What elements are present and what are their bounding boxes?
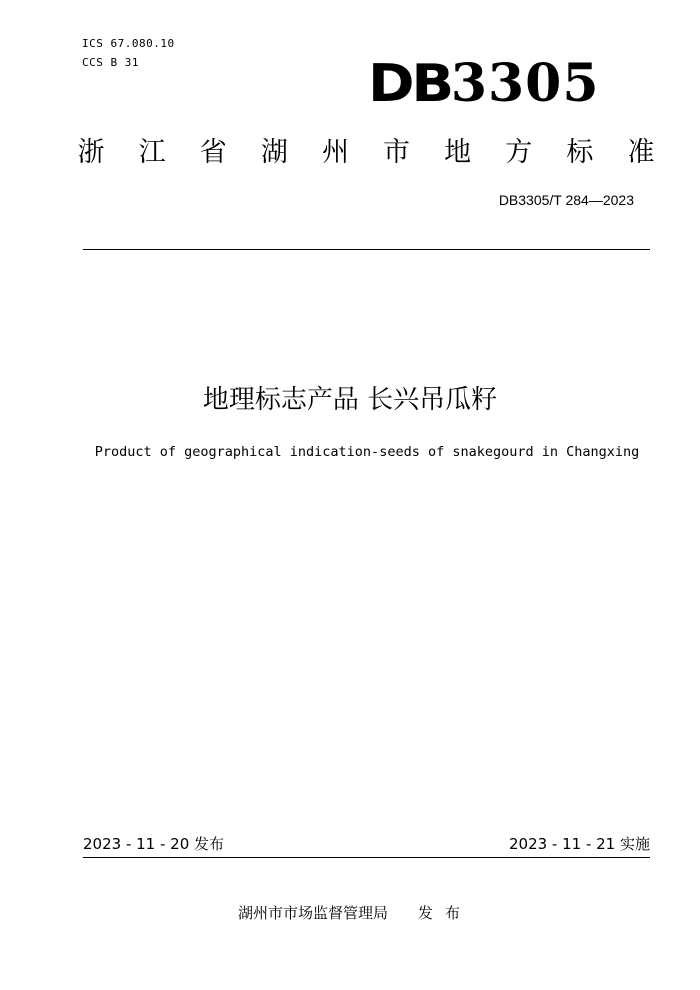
ccs-code: CCS B 31 <box>82 56 139 69</box>
bottom-divider <box>83 857 650 858</box>
publisher-verb: 发布 <box>418 904 473 922</box>
issue-date: 2023 - 11 - 20 发布 <box>83 835 225 853</box>
standard-type-heading <box>76 133 656 173</box>
ics-code: ICS 67.080.10 <box>82 37 175 50</box>
db-logo-code: 3305 <box>450 53 600 114</box>
standard-type-char: 地 <box>444 137 472 168</box>
db-logo <box>368 53 602 114</box>
publisher-name: 湖州市市场监督管理局 <box>238 904 389 922</box>
implementation-date: 2023 - 11 - 21 实施 <box>508 835 650 853</box>
standard-type-char: 省 <box>199 137 227 168</box>
standard-type-char: 湖 <box>260 137 288 168</box>
standard-number: DB3305/T 284—2023 <box>498 192 634 208</box>
standard-type-char: 准 <box>627 137 655 168</box>
classification-codes <box>82 34 175 72</box>
standard-type-char: 标 <box>566 137 594 168</box>
standard-type-char: 浙 <box>77 137 105 168</box>
publisher-line <box>238 902 472 924</box>
title-chinese: 地理标志产品 长兴吊瓜籽 <box>202 385 498 415</box>
top-divider <box>83 249 650 250</box>
title-english: Product of geographical indication-seeds of snakegourd in Changxing <box>94 444 640 460</box>
standard-type-char: 方 <box>505 137 533 168</box>
standard-type-char: 江 <box>138 137 166 168</box>
standard-type-char: 市 <box>383 137 411 168</box>
db-logo-prefix: DB <box>368 54 451 114</box>
standard-type-char: 州 <box>321 137 349 168</box>
